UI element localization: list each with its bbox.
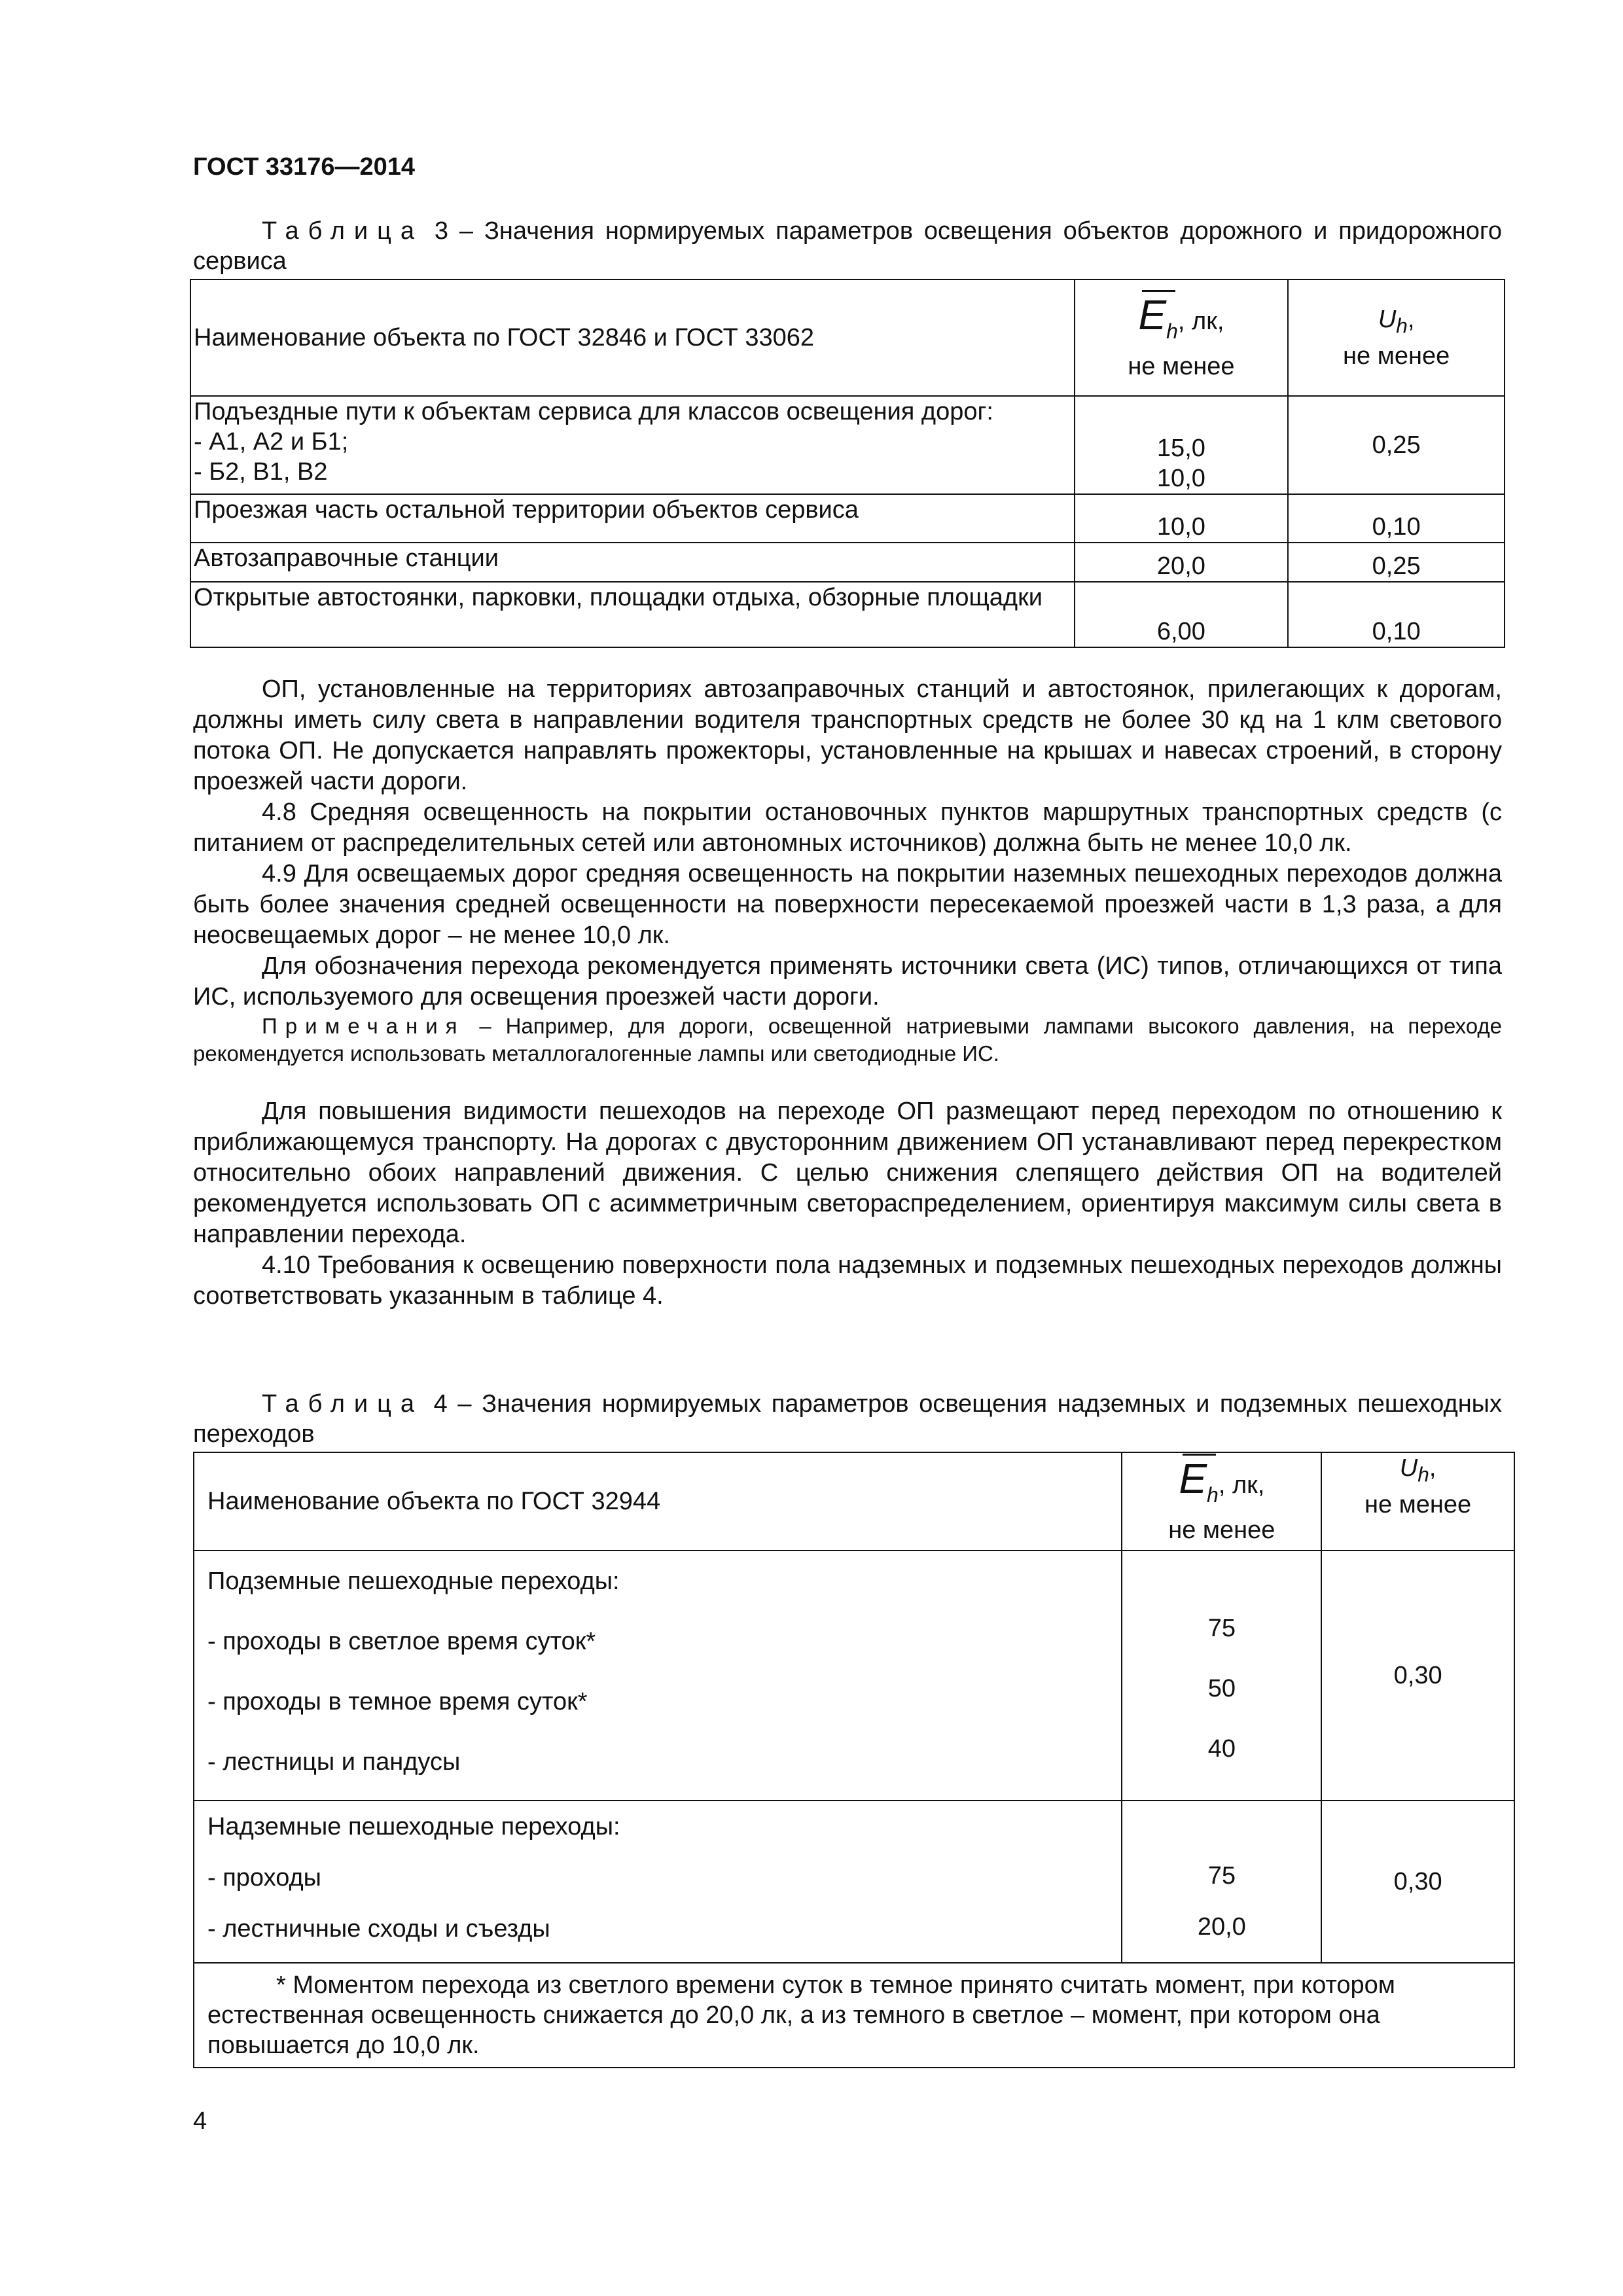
table3-row2-illuminance: 10,0 [1075, 494, 1289, 543]
table3-row3-illuminance: 20,0 [1075, 543, 1289, 582]
table4-head-illuminance: $E_h$, лк, не менее [1122, 1452, 1321, 1551]
table3-row2-uniformity: 0,10 [1288, 494, 1505, 543]
table4-header-row [194, 1452, 1514, 1551]
table-row [194, 1963, 1514, 2068]
table4-head-name: Наименование объекта по ГОСТ 32944 [194, 1452, 1122, 1551]
page-number: 4 [193, 2108, 207, 2135]
paragraph: 4.10 Требования к освещению поверхности пола надземных и подземных пешеходных переходов должны соответствовать указанным в таблице 4. [193, 1251, 1502, 1310]
table4-footnote: * Моментом перехода из светлого времени суток в темное принято считать момент, при котором естественная освещенность снижается до 20,0 лк, а из темного в светлое – момент, при котором она повышается до 10,0 лк. [194, 1963, 1514, 2068]
table-row [190, 582, 1505, 647]
table4-group2-uniformity: 0,30 [1321, 1801, 1514, 1963]
not-less-label: не менее [1343, 342, 1450, 370]
paragraph: Для обозначения перехода рекомендуется применять источники света (ИС) типов, отличающихся от типа ИС, используемого для освещения проезжей части дороги. [193, 952, 1502, 1011]
table-row [194, 1801, 1514, 1963]
table3-caption-text: 3 – Значения нормируемых параметров освещения объектов дорожного и придорожного сервиса [193, 217, 1502, 275]
paragraph: ОП, установленные на территориях автозаправочных станций и автостоянок, прилегающих к дорогам, должны иметь силу света в направлении водителя транспортных средств не более 30 кд на 1 клм светового потока ОП. Не допускается направлять прожекторы, установленные на крышах и навесах строений, в сторону проезжей части дороги. [193, 675, 1502, 795]
table4-group2-illuminance: 75 20,0 [1122, 1801, 1321, 1963]
table-row [190, 543, 1505, 582]
table4-caption-label: Таблица [262, 1390, 423, 1418]
table4-group1-name: Подземные пешеходные переходы: - проходы в светлое время суток* - проходы в темное время суток* - лестницы и пандусы [194, 1551, 1122, 1801]
eh-symbol: $E_h$ [1179, 1458, 1218, 1516]
table3-caption-label: Таблица [262, 217, 423, 245]
table3-head-name: Наименование объекта по ГОСТ 32846 и ГОСТ 33062 [190, 279, 1075, 396]
document-code: ГОСТ 33176—2014 [193, 153, 416, 181]
table3-row2-name: Проезжая часть остальной территории объектов сервиса [190, 494, 1075, 543]
table-row [190, 396, 1505, 494]
table3-row3-name: Автозаправочные станции [190, 543, 1075, 582]
uh-symbol: $U_h$ [1378, 306, 1408, 338]
not-less-label: не менее [1364, 1490, 1472, 1518]
table4-group1-uniformity: 0,30 [1321, 1551, 1514, 1801]
table3-row1-name: Подъездные пути к объектам сервиса для классов освещения дорог: - А1, А2 и Б1; - Б2, В1, В2 [190, 396, 1075, 494]
table4-caption [193, 1389, 1502, 1449]
table4-head-uniformity: $U_h$, не менее [1321, 1452, 1514, 1551]
paragraph: Для повышения видимости пешеходов на переходе ОП размещают перед переходом по отношению к приближающемуся транспорту. На дорогах с двусторонним движением ОП устанавливают перед перекрестком относительно обоих направлений движения. С целью снижения слепящего действия ОП на водителей рекомендуется использовать ОП с асимметричным светораспределением, ориентируя максимум силы света в направлении перехода. [193, 1098, 1502, 1248]
note [193, 1013, 1502, 1067]
table3-header-row [190, 279, 1505, 396]
table3-row4-uniformity: 0,10 [1288, 582, 1505, 647]
table3-row1-uniformity: 0,25 [1288, 396, 1505, 494]
table4-group2-name: Надземные пешеходные переходы: - проходы - лестничные сходы и съезды [194, 1801, 1122, 1963]
table3-row1-illuminance: 15,0 10,0 [1075, 396, 1289, 494]
body-text [193, 674, 1502, 1312]
table3-head-uniformity: $U_h$, не менее [1288, 279, 1505, 396]
note-label: Примечания [262, 1014, 465, 1038]
eh-symbol: $E_h$ [1138, 294, 1177, 352]
paragraph: 4.9 Для освещаемых дорог средняя освещенность на покрытии наземных пешеходных переходов должна быть более значения средней освещенности на поверхности пересекаемой проезжей части в 1,3 раза, а для неосвещаемых дорог – не менее 10,0 лк. [193, 860, 1502, 949]
table4-caption-text: 4 – Значения нормируемых параметров освещения надземных и подземных пешеходных переходов [193, 1390, 1502, 1448]
table3-row3-uniformity: 0,25 [1288, 543, 1505, 582]
table3 [190, 279, 1505, 648]
uh-symbol: $U_h$ [1399, 1454, 1429, 1486]
not-less-label: не менее [1128, 353, 1235, 381]
table3-row4-illuminance: 6,00 [1075, 582, 1289, 647]
table-row [194, 1551, 1514, 1801]
paragraph: 4.8 Средняя освещенность на покрытии остановочных пунктов маршрутных транспортных средств (с питанием от распределительных сетей или автономных источников) должна быть не менее 10,0 лк. [193, 798, 1502, 857]
table-row [190, 494, 1505, 543]
table3-head-illuminance: $E_h$, лк, не менее [1075, 279, 1289, 396]
not-less-label: не менее [1168, 1516, 1275, 1545]
table3-row4-name: Открытые автостоянки, парковки, площадки отдыха, обзорные площадки [190, 582, 1075, 647]
note-text: – Например, для дороги, освещенной натриевыми лампами высокого давления, на переходе рекомендуется использовать металлогалогенные лампы или светодиодные ИС. [193, 1014, 1502, 1066]
table4-group1-illuminance: 75 50 40 [1122, 1551, 1321, 1801]
table4 [193, 1452, 1515, 2068]
table3-caption [193, 216, 1502, 276]
